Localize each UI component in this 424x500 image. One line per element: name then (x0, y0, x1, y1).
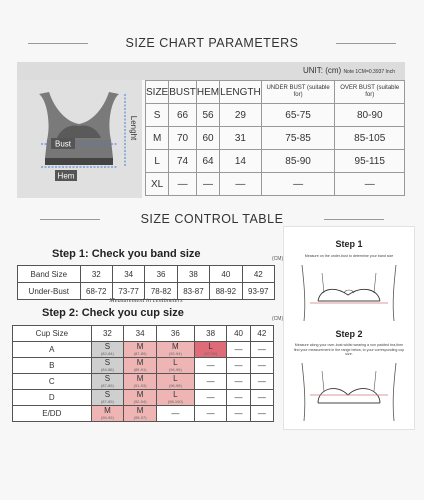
cup-size-letter: — (257, 360, 266, 370)
cup-size-cell (227, 374, 250, 390)
header-size: SIZE (146, 81, 169, 104)
band-size-value: 42 (242, 266, 274, 283)
length-label: Lenght (129, 115, 138, 141)
over-bust-range: (98-100) (167, 399, 183, 404)
band-column-header: 36 (156, 326, 194, 342)
cup-size-cell (124, 374, 157, 390)
over-bust-range: (87-89) (133, 351, 147, 356)
table-row (146, 104, 405, 127)
cell-bust: 70 (169, 127, 197, 150)
header-under-bust: UNDER BUST (suitable for) (261, 81, 335, 104)
cup-size-letter: — (206, 360, 215, 370)
title-rule-left (40, 219, 100, 220)
over-bust-range: (82-84) (100, 351, 114, 356)
cup-size-letter: — (257, 376, 266, 386)
band-column-header: 38 (194, 326, 227, 342)
cup-size-label: Cup Size (13, 326, 92, 342)
bra-illustration (17, 80, 142, 198)
cup-size-letter: L (208, 342, 213, 351)
over-bust-range: (87-89) (100, 399, 114, 404)
cup-size-letter: M (104, 406, 111, 415)
table-row (13, 374, 274, 390)
cell-over-bust: 80-90 (335, 104, 405, 127)
cup-letter: C (13, 374, 92, 390)
cell-hem: 60 (196, 127, 219, 150)
over-bust-range: (94-96) (168, 367, 182, 372)
table-header-row (146, 81, 405, 104)
under-bust-label: Under-Bust (18, 283, 81, 300)
cup-size-letter: — (257, 408, 266, 418)
cup-size-cell (194, 342, 227, 358)
step2-unit: (CM) (272, 316, 284, 322)
instruction-step1-text: Measure on the under-bust to determine your band size (304, 254, 394, 258)
cell-over-bust: — (335, 173, 405, 196)
over-bust-range: (84-86) (100, 367, 114, 372)
cup-size-cell (156, 342, 194, 358)
overbust-measure-illustration (294, 361, 404, 423)
table-row (18, 266, 275, 283)
cup-size-cell (227, 358, 250, 374)
cup-size-cell (194, 374, 227, 390)
band-column-header: 34 (124, 326, 157, 342)
cup-size-letter: — (206, 408, 215, 418)
cup-size-cell (124, 406, 157, 422)
instruction-step1-title: Step 1 (335, 239, 363, 249)
cup-size-table (12, 325, 274, 422)
size-control-title: SIZE CONTROL TABLE (140, 212, 284, 226)
cup-letter: B (13, 358, 92, 374)
size-chart-title: SIZE CHART PARAMETERS (125, 36, 299, 50)
cup-size-cell (194, 390, 227, 406)
cup-size-cell (194, 358, 227, 374)
over-bust-range: (92-94) (133, 399, 147, 404)
cup-size-cell (156, 390, 194, 406)
cup-size-letter: — (234, 392, 243, 402)
cup-size-cell (91, 406, 124, 422)
cell-bust: 74 (169, 150, 197, 173)
unit-bar (17, 62, 405, 80)
cell-size: XL (146, 173, 169, 196)
cup-size-cell (91, 374, 124, 390)
under-bust-range: 73-77 (112, 283, 144, 300)
instruction-step2-title: Step 2 (335, 329, 363, 339)
band-size-value: 34 (112, 266, 144, 283)
cup-size-cell (227, 390, 250, 406)
cup-size-letter: L (173, 390, 178, 399)
cup-size-letter: S (104, 342, 111, 351)
cup-letter: D (13, 390, 92, 406)
table-row (13, 390, 274, 406)
title-rule-left (28, 43, 88, 44)
cup-size-letter: — (234, 408, 243, 418)
cup-size-letter: M (136, 358, 144, 367)
cup-size-cell (227, 406, 250, 422)
cup-size-cell (250, 390, 273, 406)
cup-size-letter: M (172, 342, 179, 351)
under-bust-range: 68-72 (80, 283, 112, 300)
hem-label: Hem (57, 171, 75, 181)
under-bust-range: 78-82 (145, 283, 177, 300)
step1-heading: Step 1: Check you band size (52, 248, 201, 260)
band-column-header: 42 (250, 326, 273, 342)
cup-size-cell (124, 358, 157, 374)
band-size-value: 40 (210, 266, 242, 283)
table-header-row (13, 326, 274, 342)
cell-over-bust: 95-115 (335, 150, 405, 173)
over-bust-range: (89-91) (133, 367, 147, 372)
cell-size: M (146, 127, 169, 150)
cup-size-cell (124, 342, 157, 358)
cell-size: S (146, 104, 169, 127)
cup-size-cell (156, 358, 194, 374)
cell-length: 14 (220, 150, 262, 173)
cup-size-letter: M (136, 342, 144, 351)
cell-length: — (220, 173, 262, 196)
bra-diagram (17, 80, 142, 198)
unit-note: Note 1CM=0.3937 Inch (343, 69, 395, 75)
cell-under-bust: 65-75 (261, 104, 335, 127)
table-row (13, 358, 274, 374)
under-bust-range: 88-92 (210, 283, 242, 300)
band-size-label: Band Size (18, 266, 81, 283)
cup-size-letter: — (234, 360, 243, 370)
cup-size-letter: L (173, 374, 178, 383)
cell-under-bust: 85-90 (261, 150, 335, 173)
cup-size-letter: M (136, 390, 144, 399)
cup-size-cell (156, 406, 194, 422)
unit-label: UNIT: (cm) (302, 66, 342, 75)
over-bust-range: (97-99) (204, 351, 218, 356)
cup-size-letter: — (257, 392, 266, 402)
cup-size-letter: S (104, 374, 111, 383)
header-hem: HEM (196, 81, 219, 104)
cup-size-cell (194, 406, 227, 422)
measurement-note: Measurement in centimeters (109, 297, 183, 304)
title-rule-right (336, 43, 396, 44)
cell-size: L (146, 150, 169, 173)
cup-size-cell (250, 374, 273, 390)
step2-heading: Step 2: Check you cup size (42, 307, 184, 319)
section-title-size-control (0, 212, 424, 226)
over-bust-range: (91-93) (133, 383, 147, 388)
cup-size-letter: — (171, 408, 180, 418)
over-bust-range: (95-97) (133, 415, 147, 420)
measurement-instructions-card (283, 226, 415, 430)
band-column-header: 32 (91, 326, 124, 342)
cup-size-letter: M (136, 374, 144, 383)
cell-hem: 64 (196, 150, 219, 173)
step1-unit: (CM) (272, 256, 284, 262)
cell-over-bust: 85-105 (335, 127, 405, 150)
cup-size-cell (227, 342, 250, 358)
band-column-header: 40 (227, 326, 250, 342)
cup-size-letter: — (206, 376, 215, 386)
over-bust-range: (87-89) (100, 383, 114, 388)
cup-size-cell (91, 390, 124, 406)
over-bust-range: (92-94) (168, 351, 182, 356)
over-bust-range: (90-92) (100, 415, 114, 420)
cup-size-letter: L (173, 358, 178, 367)
cup-size-letter: M (136, 406, 144, 415)
cell-length: 31 (220, 127, 262, 150)
band-size-value: 36 (145, 266, 177, 283)
cup-letter: A (13, 342, 92, 358)
table-row (13, 406, 274, 422)
under-bust-range: 83-87 (177, 283, 209, 300)
cup-size-letter: — (206, 392, 215, 402)
table-row (13, 342, 274, 358)
band-size-value: 32 (80, 266, 112, 283)
cup-size-cell (250, 406, 273, 422)
instruction-step2-text: Measure along your over-bust whilst wearing a non padded bra,then find your measurement in the range below, to your corresponding cup size. (293, 343, 405, 356)
header-length: LENGTH (220, 81, 262, 104)
cell-under-bust: — (261, 173, 335, 196)
cup-size-cell (156, 374, 194, 390)
cup-size-cell (250, 358, 273, 374)
under-bust-range: 93-97 (242, 283, 274, 300)
underbust-measure-illustration (294, 263, 404, 323)
cell-under-bust: 75-85 (261, 127, 335, 150)
table-row (146, 173, 405, 196)
cup-table-body (13, 342, 274, 422)
cell-hem: — (196, 173, 219, 196)
size-parameters-table (145, 80, 405, 196)
cup-size-cell (91, 358, 124, 374)
cup-size-cell (91, 342, 124, 358)
cup-size-letter: S (104, 358, 111, 367)
cup-letter: E/DD (13, 406, 92, 422)
cell-bust: — (169, 173, 197, 196)
cup-size-letter: — (257, 344, 266, 354)
section-title-size-chart (0, 36, 424, 50)
cup-size-cell (250, 342, 273, 358)
cup-size-letter: — (234, 376, 243, 386)
header-bust: BUST (169, 81, 197, 104)
cup-size-letter: — (234, 344, 243, 354)
band-size-value: 38 (177, 266, 209, 283)
title-rule-right (324, 219, 384, 220)
cell-length: 29 (220, 104, 262, 127)
cell-bust: 66 (169, 104, 197, 127)
bust-label: Bust (54, 139, 72, 149)
table-row (146, 127, 405, 150)
cup-size-letter: S (104, 390, 111, 399)
header-over-bust: OVER BUST (suitable for) (335, 81, 405, 104)
cup-size-cell (124, 390, 157, 406)
cell-hem: 56 (196, 104, 219, 127)
over-bust-range: (96-98) (168, 383, 182, 388)
band-size-table (17, 265, 275, 300)
table-row (146, 150, 405, 173)
